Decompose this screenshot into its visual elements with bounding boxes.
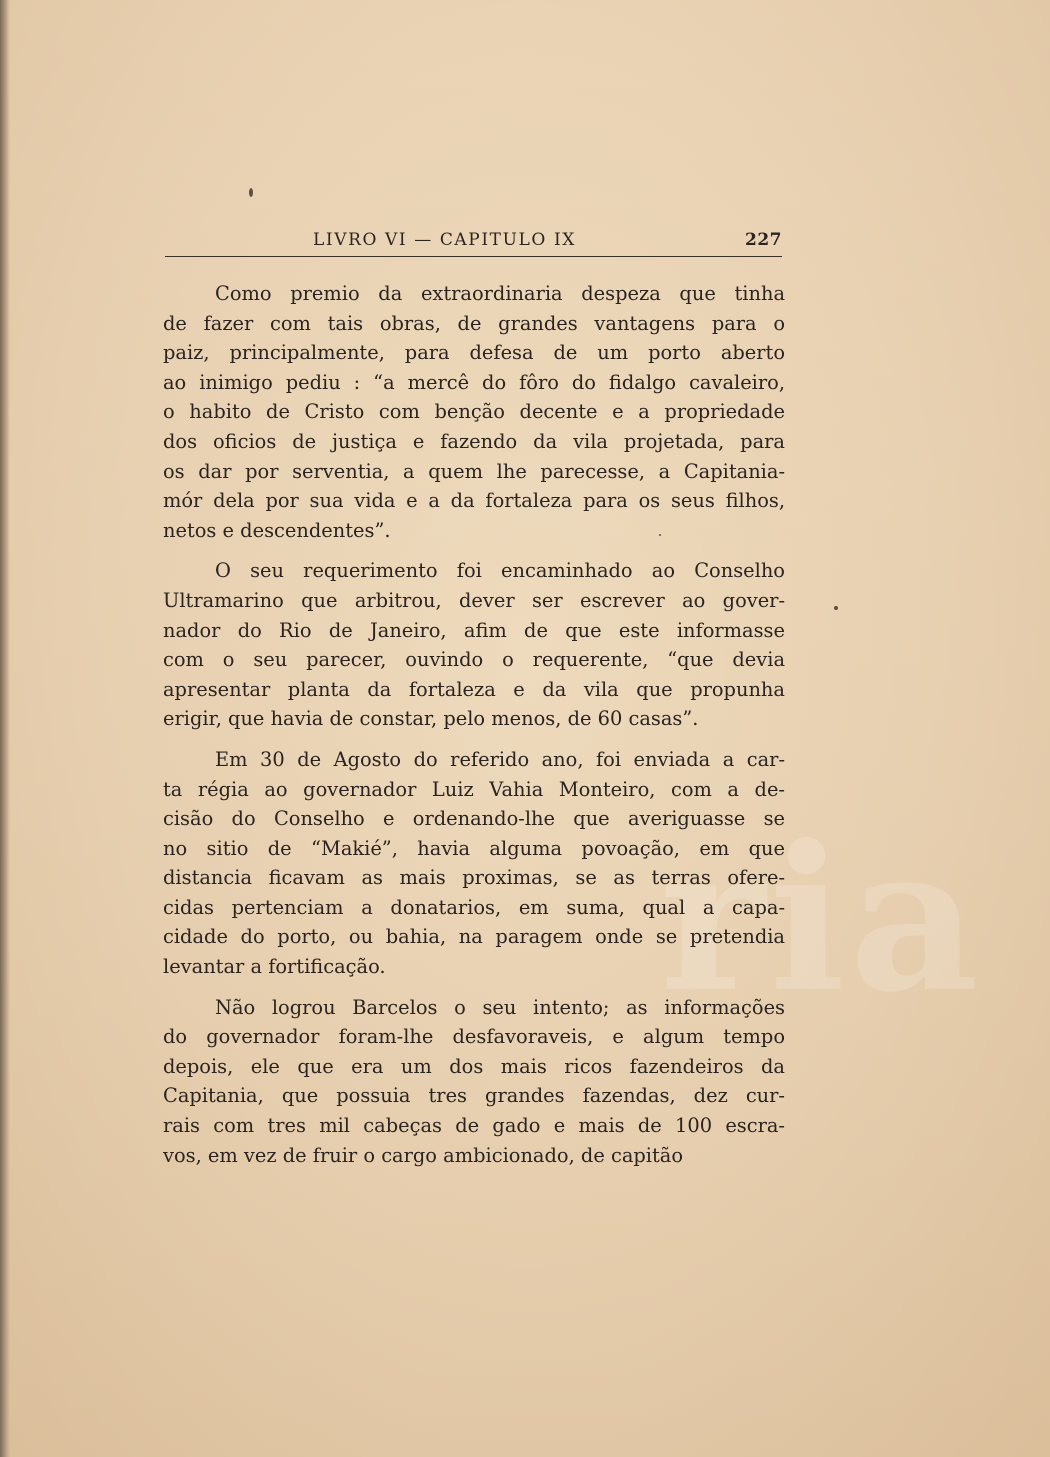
- text-line: cidas pertenciam a donatarios, em suma, qual a capa-: [163, 895, 785, 919]
- text-line: com o seu parecer, ouvindo o requerente, “que devia: [163, 648, 785, 672]
- text-line: cidade do porto, ou bahia, na paragem onde se pretendia: [163, 925, 785, 949]
- watermark: ria: [660, 802, 983, 1037]
- text-line: netos e descendentes”.: [163, 518, 391, 542]
- text-line: rais com tres mil cabeças de gado e mais de 100 escra-: [163, 1114, 785, 1138]
- header-rule: [165, 256, 782, 257]
- ink-speck: [249, 188, 253, 197]
- text-line: distancia ficavam as mais proximas, se as terras oferе-: [163, 866, 785, 890]
- text-line: ta régia ao governador Luiz Vahia Monteiro, com a de-: [163, 777, 785, 801]
- paragraph: [163, 993, 785, 1171]
- text-line: Ultramarino que arbitrou, dever ser escrever ao gover-: [163, 588, 785, 612]
- text-line: nador do Rio de Janeiro, afim de que este informasse: [163, 618, 785, 642]
- text-line: do governador foram-lhe desfavoraveis, e algum tempo: [163, 1025, 785, 1049]
- page-number: 227: [745, 230, 782, 250]
- text-line: Em 30 de Agosto do referido ano, foi enviada a car-: [215, 747, 785, 771]
- text-line: cisão do Conselho e ordenando-lhe que averiguasse se: [163, 807, 785, 831]
- text-line: Capitania, que possuia tres grandes fazendas, dez cur-: [163, 1084, 785, 1108]
- text-line: no sitio de “Makié”, havia alguma povoação, em que: [163, 836, 785, 860]
- text-line: Como premio da extraordinaria despeza que tinha: [215, 282, 785, 305]
- text-line: os dar por serventia, a quem lhe parecesse, a Capitania-: [163, 459, 785, 483]
- text-line: erigir, que havia de constar, pelo menos, de 60 casas”.: [163, 707, 699, 731]
- text-line: o habito de Cristo com benção decente e a propriedade: [163, 400, 785, 424]
- text-line: ao inimigo pediu : “a mercê do fôro do fidalgo cavaleiro,: [163, 370, 785, 394]
- text-line: vos, em vez de fruir o cargo ambicionado, de capitão: [163, 1143, 684, 1167]
- paragraph: [163, 556, 785, 734]
- text-line: levantar a fortificação.: [163, 955, 386, 979]
- text-line: paiz, principalmente, para defesa de um porto aberto: [163, 341, 785, 365]
- text-line: depois, ele que era um dos mais ricos fazendeiros da: [163, 1054, 785, 1078]
- running-title: LIVRO VI — CAPITULO IX: [313, 230, 576, 250]
- text-line: mór dela por sua vida e a da fortaleza para os seus filhos,: [163, 489, 785, 513]
- text-line: dos oficios de justiça e fazendo da vila projetada, para: [163, 429, 785, 453]
- body-text: [163, 279, 785, 1181]
- paragraph: [163, 745, 785, 982]
- text-line: apresentar planta da fortaleza e da vila que propunha: [163, 677, 785, 701]
- text-line: O seu requerimento foi encaminhado ao Conselho: [215, 559, 785, 583]
- text-line: de fazer com tais obras, de grandes vantagens para o: [163, 311, 785, 335]
- page-edge-shadow: [0, 0, 10, 1457]
- running-header: [165, 226, 782, 256]
- text-line: Não logrou Barcelos o seu intento; as informações: [215, 995, 785, 1019]
- paragraph: [163, 279, 785, 545]
- ink-speck: [834, 606, 838, 610]
